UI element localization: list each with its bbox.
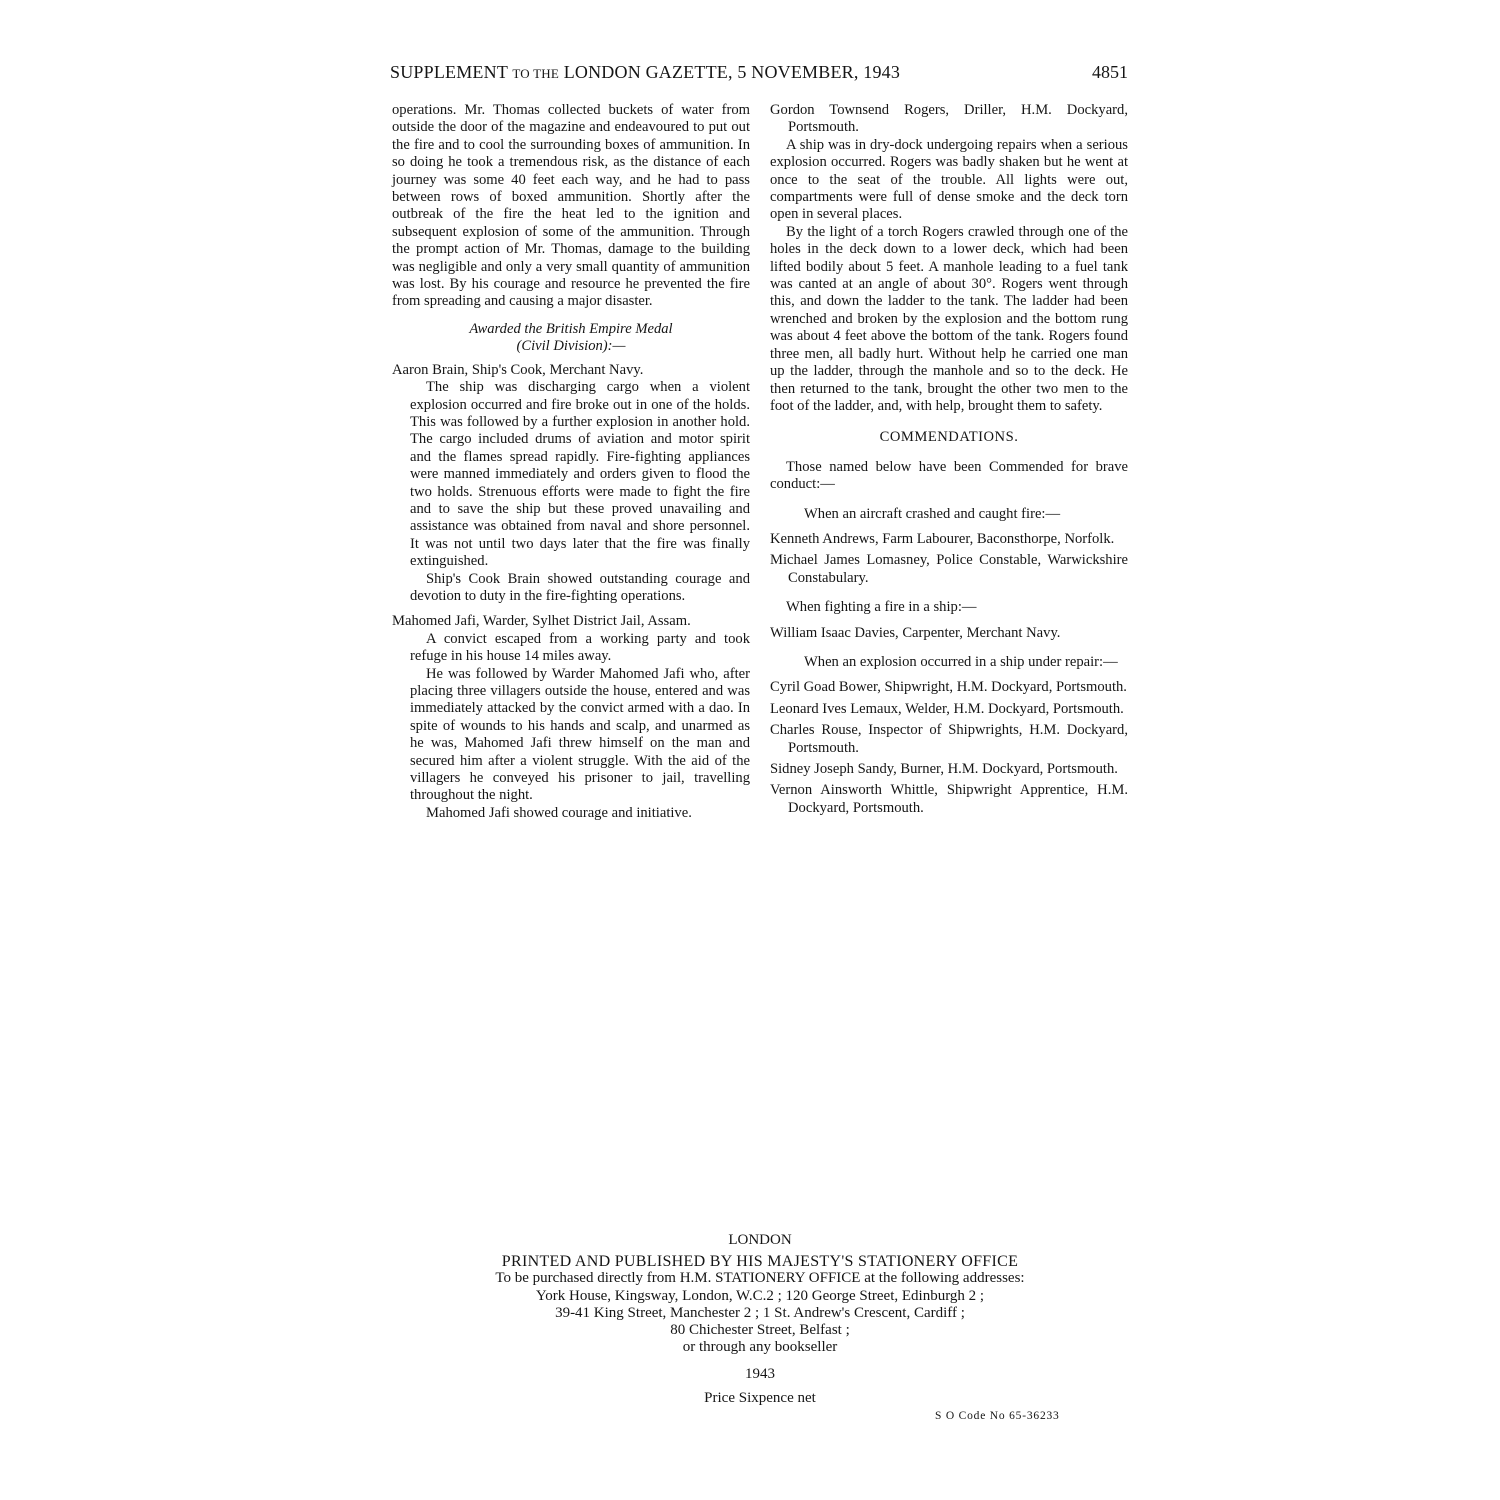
imprint-address-2: 39-41 King Street, Manchester 2 ; 1 St. Andrew's Crescent, Cardiff ;: [555, 1304, 965, 1321]
jafi-name: Mahomed Jafi, Warder, Sylhet District Jail, Assam.: [392, 613, 691, 630]
imprint-address-4: or through any bookseller: [682, 1339, 838, 1356]
title-to-the: TO THE: [512, 66, 559, 81]
rogers-citation-2: By the light of a torch Rogers crawled through one of the holes in the deck down to a lower deck, which had been lifted bodily about 5 feet. A manhole leading to a fuel tank was canted at an angle of about 30°. Rogers went through this, and down the ladder to the tank. The ladder had been wrenched and broken by the explosion and the bottom rung was about 4 feet above the bottom of the tank. Rogers found three men, all badly hurt. Without help he carried one man up the ladder, through the manhole and so to the deck. He then returned to the tank, brought the other two men to the foot of the ladder, and, with help, brought them to safety.: [770, 223, 1128, 414]
repair-intro: When an explosion occurred in a ship under repair:—: [804, 653, 1118, 670]
imprint-address-3: 80 Chichester Street, Belfast ;: [670, 1322, 850, 1339]
commendations-heading: COMMENDATIONS.: [879, 429, 1019, 446]
left-column: [392, 102, 750, 822]
commend-lomasney: Michael James Lomasney, Police Constable, Warwickshire Constabulary.: [770, 552, 1128, 586]
rogers-name: Gordon Townsend Rogers, Driller, H.M. Dockyard, Portsmouth.: [770, 102, 1128, 136]
page-header: [390, 62, 1128, 90]
imprint-price: Price Sixpence net: [704, 1389, 816, 1406]
award-division: (Civil Division):—: [516, 338, 626, 355]
rogers-citation-1: A ship was in dry-dock undergoing repairs when a serious explosion occurred. Rogers was badly shaken but he went at once to the seat of the trouble. All lights were out, compartments were full of dense smoke and the deck torn open in several places.: [770, 136, 1128, 223]
title-gazette-date: LONDON GAZETTE, 5 NOVEMBER, 1943: [563, 62, 901, 82]
commend-lemaux: Leonard Ives Lemaux, Welder, H.M. Dockyard, Portsmouth.: [770, 700, 1124, 717]
gazette-title: [390, 62, 900, 83]
commend-intro: Those named below have been Commended for brave conduct:—: [770, 458, 1128, 493]
thomas-paragraph: operations. Mr. Thomas collected buckets of water from outside the door of the magazine and endeavoured to put out the fire and to cool the surrounding boxes of ammunition. In so doing he took a tremendous risk, as the distance of each journey was some 40 feet each way, and he had to pass between rows of boxed ammunition. Shortly after the outbreak of the fire the heat led to the ignition and subsequent explosion of some of the ammunition. Through the prompt action of Mr. Thomas, damage to the building was negligible and only a very small quantity of ammunition was lost. By his courage and resource he prevented the fire from spreading and causing a major disaster.: [392, 102, 750, 310]
commend-sandy: Sidney Joseph Sandy, Burner, H.M. Dockyard, Portsmouth.: [770, 761, 1118, 777]
commend-bower: Cyril Goad Bower, Shipwright, H.M. Dockyard, Portsmouth.: [770, 679, 1127, 696]
so-code: S O Code No 65-36233: [935, 1410, 1060, 1422]
commend-davies: William Isaac Davies, Carpenter, Merchant Navy.: [770, 624, 1061, 641]
aircraft-intro: When an aircraft crashed and caught fire:—: [804, 505, 1061, 522]
commend-whittle: Vernon Ainsworth Whittle, Shipwright Apprentice, H.M. Dockyard, Portsmouth.: [770, 782, 1128, 816]
imprint-publisher: PRINTED AND PUBLISHED BY HIS MAJESTY'S STATIONERY OFFICE: [501, 1253, 1019, 1271]
imprint-address-1: York House, Kingsway, London, W.C.2 ; 120 George Street, Edinburgh 2 ;: [535, 1287, 985, 1304]
fire-intro: When fighting a fire in a ship:—: [786, 599, 977, 616]
imprint-purchase: To be purchased directly from H.M. STATIONERY OFFICE at the following addresses:: [495, 1270, 1025, 1287]
award-heading: [392, 321, 750, 356]
jafi-citation-1: A convict escaped from a working party and took refuge in his house 14 miles away.: [410, 630, 750, 665]
commend-rouse: Charles Rouse, Inspector of Shipwrights, H.M. Dockyard, Portsmouth.: [770, 722, 1128, 756]
right-column: [770, 102, 1128, 817]
page-number: 4851: [1092, 62, 1128, 82]
imprint-city: LONDON: [728, 1232, 792, 1248]
brain-conclusion: Ship's Cook Brain showed outstanding courage and devotion to duty in the fire-fighting operations.: [410, 570, 750, 604]
imprint-footer: [380, 1232, 1140, 1407]
jafi-citation-2: He was followed by Warder Mahomed Jafi who, after placing three villagers outside the house, entered and was immediately attacked by the convict armed with a dao. In spite of wounds to his hands and scalp, and unarmed as he was, Mahomed Jafi threw himself on the man and secured him after a violent struggle. With the aid of the villagers he conveyed his prisoner to jail, travelling throughout the night.: [410, 665, 750, 804]
brain-citation: The ship was discharging cargo when a violent explosion occurred and fire broke out in one of the holds. This was followed by a further explosion in another hold. The cargo included drums of aviation and motor spirit and the flames spread rapidly. Fire-fighting appliances were manned immediately and orders given to flood the two holds. Strenuous efforts were made to fight the fire and to save the ship but these proved unavailing and assistance was obtained from naval and shore personnel. It was not until two days later that the fire was finally extinguished.: [410, 379, 750, 570]
jafi-conclusion: Mahomed Jafi showed courage and initiative.: [426, 804, 692, 821]
award-title: Awarded the British Empire Medal: [469, 320, 673, 337]
imprint-year: 1943: [745, 1366, 775, 1383]
commend-andrews: Kenneth Andrews, Farm Labourer, Baconsthorpe, Norfolk.: [770, 530, 1115, 547]
title-supplement: SUPPLEMENT: [390, 62, 508, 82]
brain-name: Aaron Brain, Ship's Cook, Merchant Navy.: [392, 361, 644, 378]
